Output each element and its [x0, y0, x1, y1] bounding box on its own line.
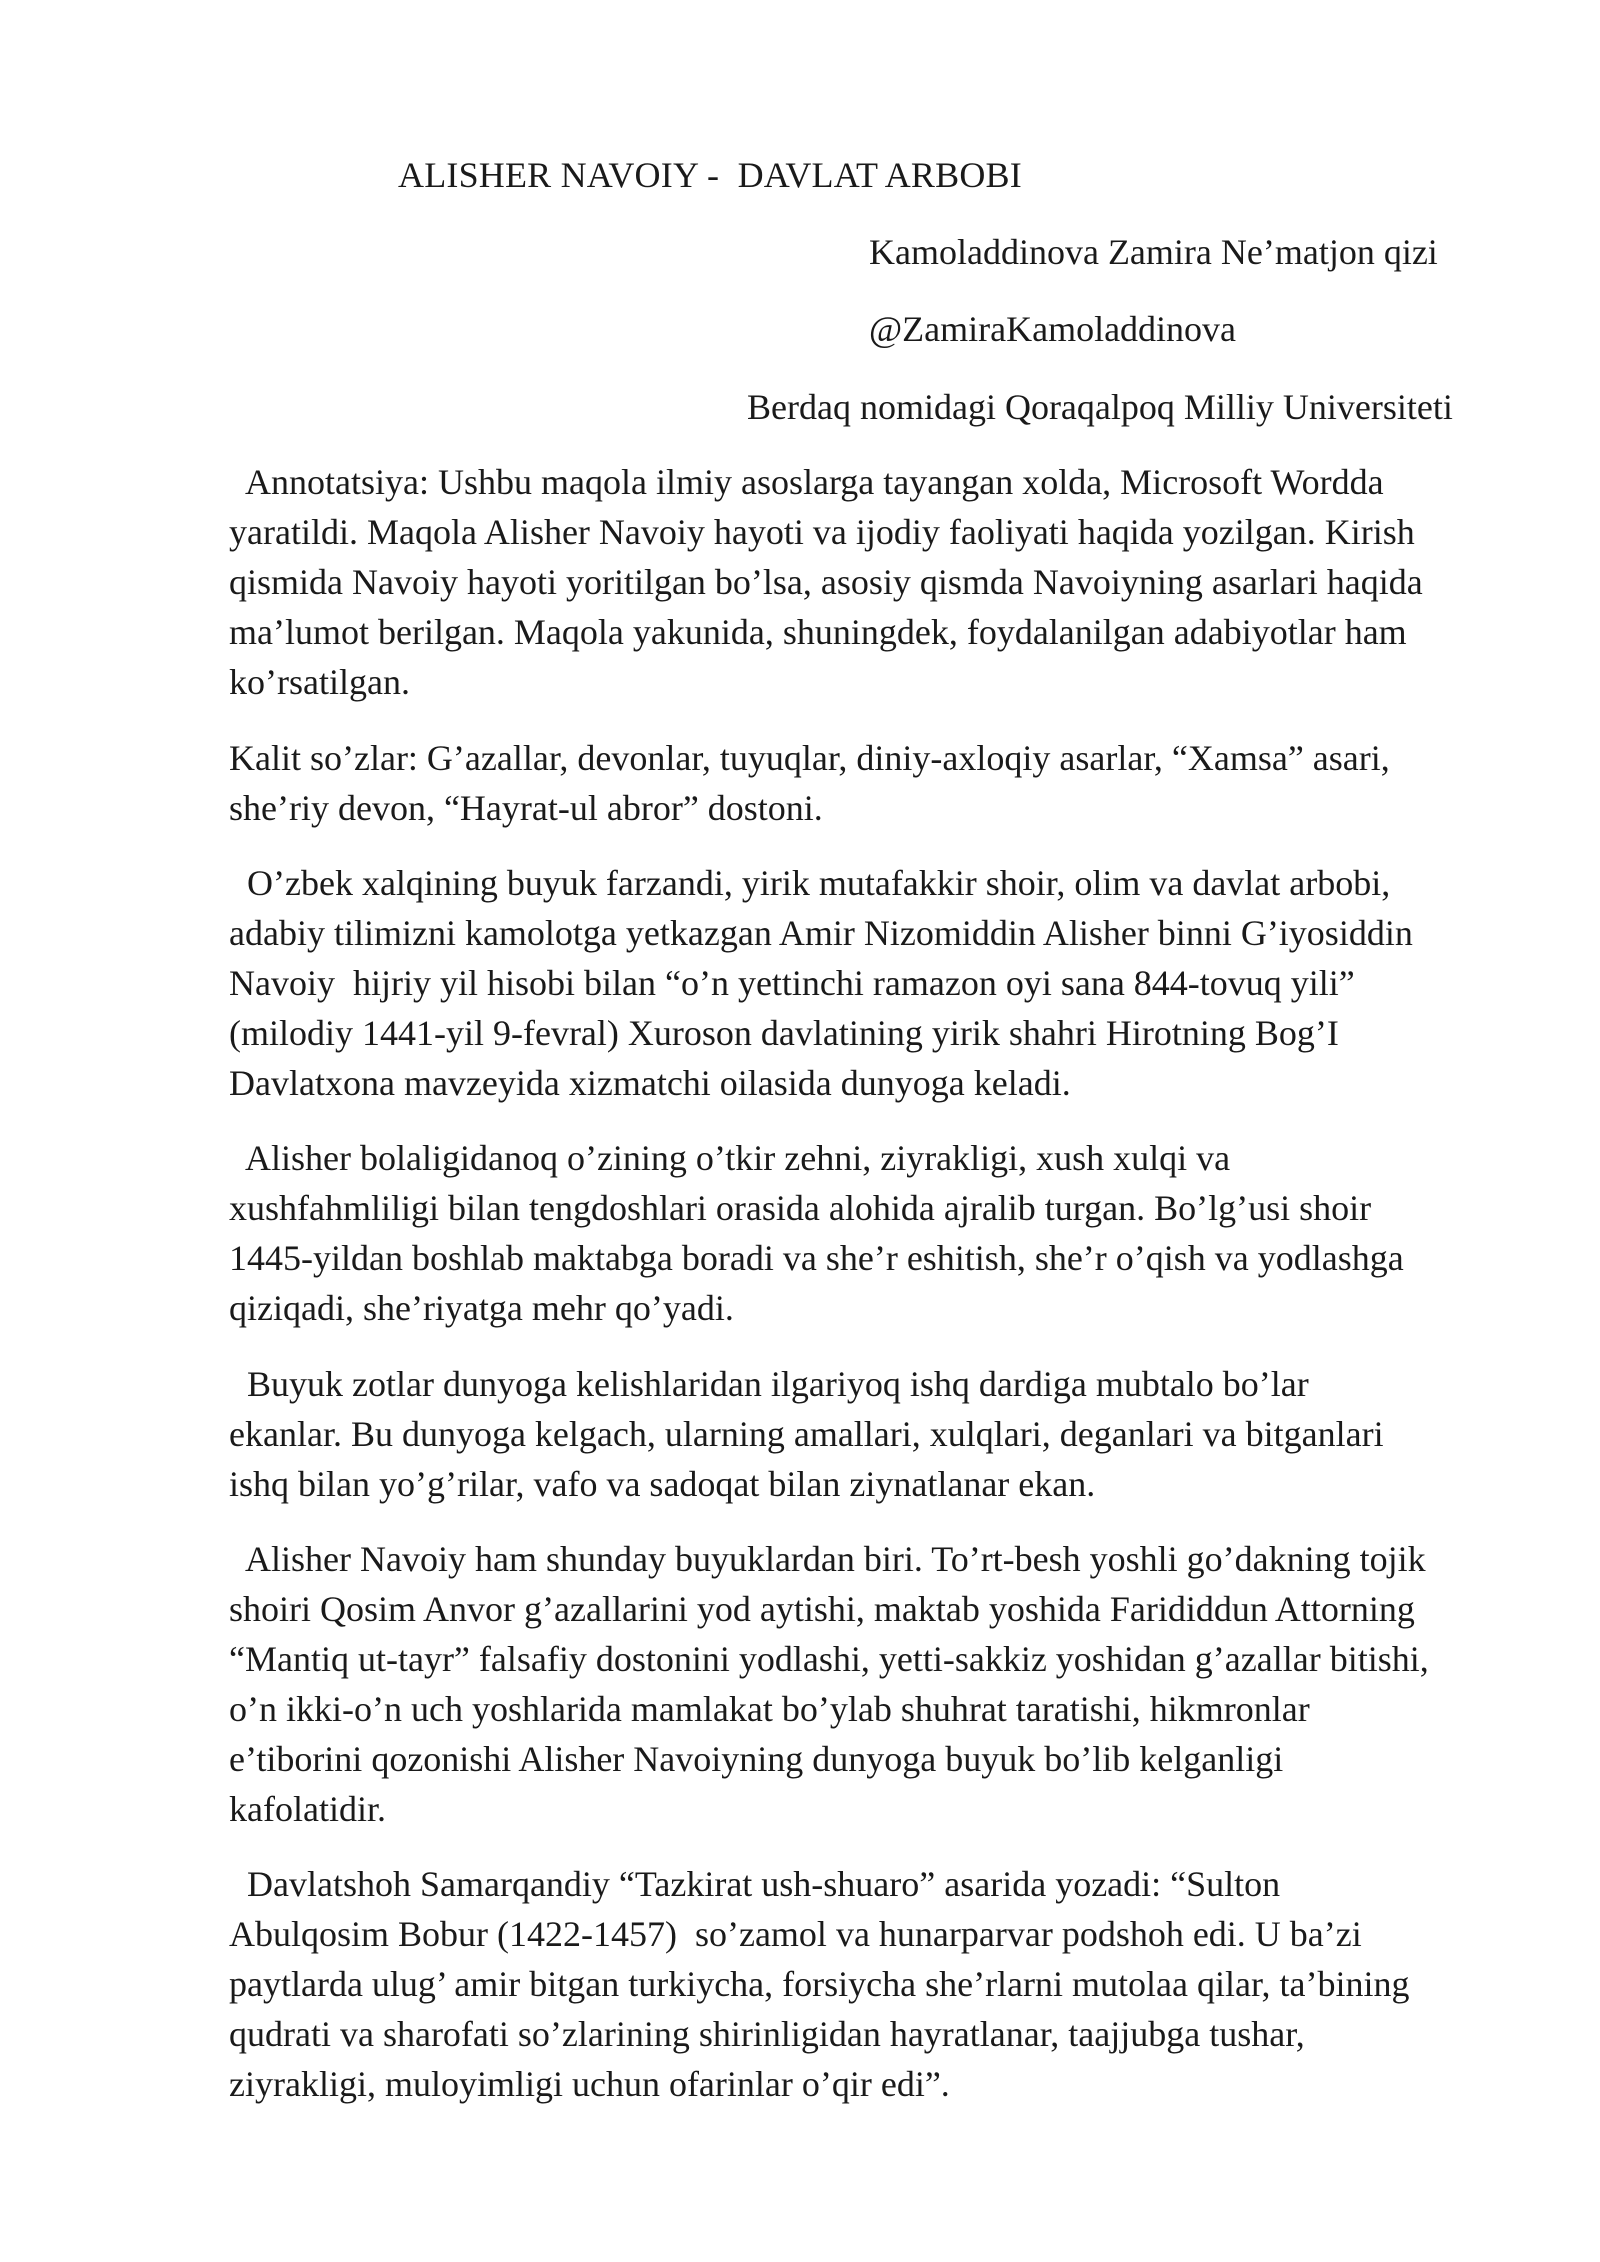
text-line: shoiri Qosim Anvor g’azallarini yod aytishi, maktab yoshida Farididdun Attorning: [229, 1589, 1415, 1629]
text-line: 1445-yildan boshlab maktabga boradi va she’r eshitish, she’r o’qish va yodlashga: [229, 1238, 1404, 1278]
body-paragraph: [229, 858, 1499, 1108]
text-line: Abulqosim Bobur (1422-1457) so’zamol va hunarparvar podshoh edi. U ba’zi: [229, 1914, 1362, 1954]
text-line: “Mantiq ut-tayr” falsafiy dostonini yodlashi, yetti-sakkiz yoshidan g’azallar bitishi,: [229, 1639, 1429, 1679]
text-line: ishq bilan yo’g’rilar, vafo va sadoqat bilan ziynatlanar ekan.: [229, 1464, 1096, 1504]
text-line: Davlatxona mavzeyida xizmatchi oilasida dunyoga keladi.: [229, 1063, 1071, 1103]
text-line: Kalit so’zlar: G’azallar, devonlar, tuyuqlar, diniy-axloqiy asarlar, “Xamsa” asari,: [229, 738, 1390, 778]
author-name: Kamoladdinova Zamira Ne’matjon qizi: [869, 232, 1438, 272]
text-line: ma’lumot berilgan. Maqola yakunida, shuningdek, foydalanilgan adabiyotlar ham: [229, 612, 1407, 652]
text-line: ziyrakligi, muloyimligi uchun ofarinlar o’qir edi”.: [229, 2064, 950, 2104]
text-line: Alisher bolaligidanoq o’zining o’tkir zehni, ziyrakligi, xush xulqi va: [229, 1138, 1231, 1178]
text-line: Buyuk zotlar dunyoga kelishlaridan ilgariyoq ishq dardiga mubtalo bo’lar: [229, 1364, 1309, 1404]
keywords-paragraph: [229, 733, 1499, 833]
text-line: yaratildi. Maqola Alisher Navoiy hayoti va ijodiy faoliyati haqida yozilgan. Kirish: [229, 512, 1415, 552]
text-line: xushfahmliligi bilan tengdoshlari orasida alohida ajralib turgan. Bo’lg’usi shoir: [229, 1188, 1372, 1228]
text-line: O’zbek xalqining buyuk farzandi, yirik mutafakkir shoir, olim va davlat arbobi,: [229, 863, 1391, 903]
text-line: she’riy devon, “Hayrat-ul abror” dostoni.: [229, 788, 823, 828]
text-line: kafolatidir.: [229, 1789, 386, 1829]
text-line: ekanlar. Bu dunyoga kelgach, ularning amallari, xulqlari, deganlari va bitganlari: [229, 1414, 1384, 1454]
text-line: adabiy tilimizni kamolotga yetkazgan Amir Nizomiddin Alisher binni G’iyosiddin: [229, 913, 1413, 953]
text-line: Annotatsiya: Ushbu maqola ilmiy asoslarga tayangan xolda, Microsoft Wordda: [229, 462, 1384, 502]
text-line: qiziqadi, she’riyatga mehr qo’yadi.: [229, 1288, 734, 1328]
annotation-paragraph: [229, 457, 1499, 707]
author-university: Berdaq nomidagi Qoraqalpoq Milliy Universiteti: [747, 387, 1453, 427]
text-line: e’tiborini qozonishi Alisher Navoiyning dunyoga buyuk bo’lib kelganligi: [229, 1739, 1284, 1779]
text-line: ko’rsatilgan.: [229, 662, 410, 702]
text-line: o’n ikki-o’n uch yoshlarida mamlakat bo’ylab shuhrat taratishi, hikmronlar: [229, 1689, 1310, 1729]
text-line: (milodiy 1441-yil 9-fevral) Xuroson davlatining yirik shahri Hirotning Bog’I: [229, 1013, 1339, 1053]
body-paragraph: [229, 1534, 1499, 1834]
body-paragraph: [229, 1359, 1499, 1509]
author-handle: @ZamiraKamoladdinova: [869, 309, 1237, 349]
text-line: qismida Navoiy hayoti yoritilgan bo’lsa, asosiy qismda Navoiyning asarlari haqida: [229, 562, 1423, 602]
document-title: ALISHER NAVOIY - DAVLAT ARBOBI: [398, 155, 1022, 195]
body-paragraph: [229, 1859, 1499, 2109]
text-line: qudrati va sharofati so’zlarining shirinligidan hayratlanar, taajjubga tushar,: [229, 2014, 1305, 2054]
body-paragraph: [229, 1133, 1499, 1333]
text-line: paytlarda ulug’ amir bitgan turkiycha, forsiycha she’rlarni mutolaa qilar, ta’bining: [229, 1964, 1410, 2004]
text-line: Davlatshoh Samarqandiy “Tazkirat ush-shuaro” asarida yozadi: “Sulton: [229, 1864, 1281, 1904]
text-line: Alisher Navoiy ham shunday buyuklardan biri. To’rt-besh yoshli go’dakning tojik: [229, 1539, 1426, 1579]
text-line: Navoiy hijriy yil hisobi bilan “o’n yettinchi ramazon oyi sana 844-tovuq yili”: [229, 963, 1355, 1003]
